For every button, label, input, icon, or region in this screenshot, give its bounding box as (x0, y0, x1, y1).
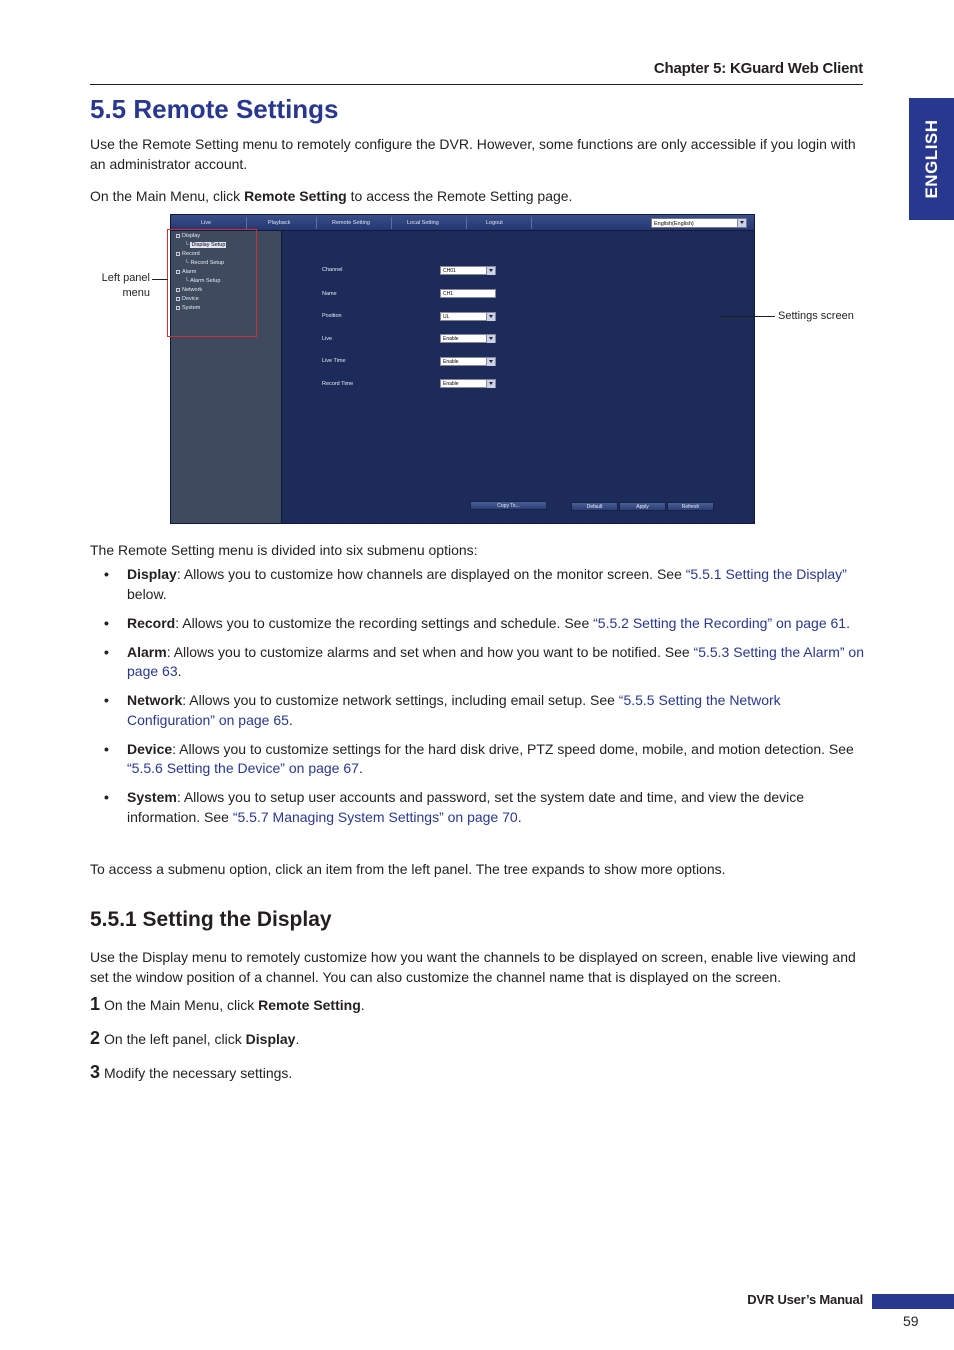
desc: : Allows you to setup user accounts and password, set the system date and time, and view the device information. See (127, 789, 805, 825)
nav-separator (466, 217, 467, 229)
step-post: . (295, 1031, 300, 1047)
tree-branch-icon: └ (185, 242, 191, 248)
tail: . (358, 760, 363, 776)
step-2 (90, 1028, 299, 1049)
nav-live[interactable]: Live (201, 220, 212, 226)
tail: . (846, 614, 850, 631)
xref-link[interactable]: “5.5.3 Setting the Alarm” on page 63 (127, 643, 864, 679)
list-item-alarm (90, 643, 865, 682)
position-label: Position (322, 313, 342, 319)
step-1 (90, 994, 365, 1015)
xref-link[interactable]: “5.5.6 Setting the Device” on page 67 (127, 760, 359, 776)
access-instruction (90, 186, 865, 206)
language-tab (909, 98, 954, 220)
term: Record (127, 614, 176, 631)
nav-separator (246, 217, 247, 229)
tree-item-label: Alarm (182, 269, 197, 275)
tree-item-label: System (182, 305, 201, 311)
term: System (127, 789, 177, 805)
channel-label: Channel (322, 267, 343, 273)
live-time-select[interactable] (440, 357, 496, 366)
header-rule (90, 84, 863, 85)
footer-manual-title: DVR User’s Manual (747, 1292, 863, 1307)
chapter-header: Chapter 5: KGuard Web Client (653, 60, 863, 77)
step-number: 1 (90, 994, 101, 1014)
record-time-value: Enable (443, 381, 459, 387)
live-label: Live (322, 336, 333, 342)
tree-item-label: Display Setup (191, 242, 226, 248)
name-value: CH1 (443, 291, 454, 297)
step-bold: Remote Setting (258, 997, 361, 1013)
desc: : Allows you to customize how channels are displayed on the monitor screen. See (176, 566, 686, 582)
list-item-network (90, 691, 865, 730)
chevron-down-icon (486, 313, 495, 321)
callout-settings-screen: Settings screen (778, 310, 854, 322)
remote-setting-screenshot (170, 214, 755, 524)
access-bold: Remote Setting (244, 188, 347, 204)
subsection-intro: Use the Display menu to remotely customize how you want the channels to be displayed on screen, enable live viewing and set the window position of a channel. You can also customize the channel name that is displayed on the screen. (90, 949, 856, 985)
nav-separator (316, 217, 317, 229)
copy-to-button[interactable]: Copy To... (470, 501, 547, 510)
left-panel-highlight (167, 229, 257, 337)
desc: : Allows you to customize network settings, including email setup. See (182, 692, 619, 708)
language-tab-label: ENGLISH (921, 119, 941, 199)
channel-value: CH01 (443, 268, 456, 274)
desc: : Allows you to customize the recording settings and schedule. See (175, 614, 594, 631)
tree-note: To access a submenu option, click an item from the left panel. The tree expands to show more options. (90, 861, 726, 877)
nav-logout[interactable]: Logout (486, 220, 503, 226)
tree-branch-icon: └ (185, 260, 191, 266)
step-number: 2 (90, 1028, 101, 1048)
tree-item-label: Record (182, 251, 200, 257)
submenu-list (90, 565, 865, 837)
tree-item-label: Alarm Setup (190, 278, 221, 284)
channel-select[interactable] (440, 266, 496, 275)
callout-line-left (152, 279, 168, 280)
access-post: to access the Remote Setting page. (346, 188, 573, 204)
subsection-title: 5.5.1 Setting the Display (90, 908, 332, 931)
tail: . (177, 663, 182, 679)
xref-link[interactable]: “5.5.2 Setting the Recording” on page 61 (593, 614, 847, 631)
desc: : Allows you to customize alarms and set when and how you want to be notified. See (166, 643, 694, 660)
section-intro: Use the Remote Setting menu to remotely configure the DVR. However, some functions are only accessible if you login with an administrator account. (90, 136, 856, 172)
tail: . (517, 808, 522, 825)
term: Network (127, 692, 183, 708)
xref-link[interactable]: “5.5.7 Managing System Settings” on page 70 (232, 808, 518, 825)
name-label: Name (322, 291, 337, 297)
list-item-system (90, 788, 865, 827)
page-number: 59 (903, 1313, 919, 1329)
tree-item-label: Device (182, 296, 199, 302)
top-nav-bar (171, 215, 755, 231)
list-item-display (90, 565, 865, 604)
callout-line-right (720, 316, 775, 317)
refresh-button[interactable]: Refresh (667, 502, 714, 511)
record-time-label: Record Time (322, 381, 354, 387)
record-time-select[interactable] (440, 379, 496, 388)
callout-left-panel: Left panel menu (101, 272, 150, 299)
tail: . (288, 711, 293, 728)
tree-branch-icon: └ (185, 278, 191, 284)
position-value: UL (443, 314, 450, 320)
step-bold: Display (245, 1031, 296, 1047)
nav-local-setting[interactable]: Local Setting (407, 220, 439, 226)
default-button[interactable]: Default (571, 502, 618, 511)
settings-screen (283, 231, 755, 524)
step-number: 3 (90, 1062, 101, 1082)
step-3 (90, 1062, 292, 1083)
tree-item-label: Display (182, 233, 201, 239)
step-post: . (360, 997, 365, 1013)
step-pre: Modify the necessary settings. (104, 1065, 293, 1081)
live-time-value: Enable (443, 359, 459, 365)
nav-remote-setting[interactable]: Remote Setting (332, 220, 370, 226)
xref-link[interactable]: “5.5.1 Setting the Display” (685, 566, 847, 582)
chevron-down-icon (486, 380, 495, 388)
tree-item-label: Record Setup (190, 260, 225, 266)
step-pre: On the Main Menu, click (104, 997, 259, 1013)
chevron-down-icon (486, 335, 495, 343)
footer-bar (872, 1294, 954, 1309)
live-time-label: Live Time (322, 358, 346, 364)
live-select[interactable] (440, 334, 496, 343)
term: Device (127, 740, 173, 757)
name-input[interactable] (440, 289, 496, 298)
tree-item-label: Network (182, 287, 203, 293)
language-select[interactable] (651, 218, 747, 228)
list-item-device (90, 740, 865, 779)
chevron-down-icon (486, 358, 495, 366)
submenu-intro: The Remote Setting menu is divided into six submenu options: (90, 542, 478, 558)
apply-button[interactable]: Apply (619, 502, 666, 511)
language-select-value: English(English) (654, 221, 694, 227)
list-item-record (90, 614, 865, 634)
chevron-down-icon (737, 219, 746, 227)
nav-separator (391, 217, 392, 229)
desc: : Allows you to customize settings for the hard disk drive, PTZ speed dome, mobile, and motion detection. See (172, 740, 854, 757)
term: Display (127, 566, 177, 582)
access-pre: On the Main Menu, click (90, 188, 245, 204)
nav-separator (531, 217, 532, 229)
live-value: Enable (443, 336, 459, 342)
nav-playback[interactable]: Playback (268, 220, 291, 226)
step-pre: On the left panel, click (104, 1031, 246, 1047)
section-title: 5.5 Remote Settings (90, 94, 339, 124)
term: Alarm (127, 643, 167, 660)
chevron-down-icon (486, 267, 495, 275)
position-select[interactable] (440, 312, 496, 321)
xref-link[interactable]: “5.5.5 Setting the Network Configuration” on page 65 (127, 692, 781, 728)
tail: below. (127, 585, 167, 602)
